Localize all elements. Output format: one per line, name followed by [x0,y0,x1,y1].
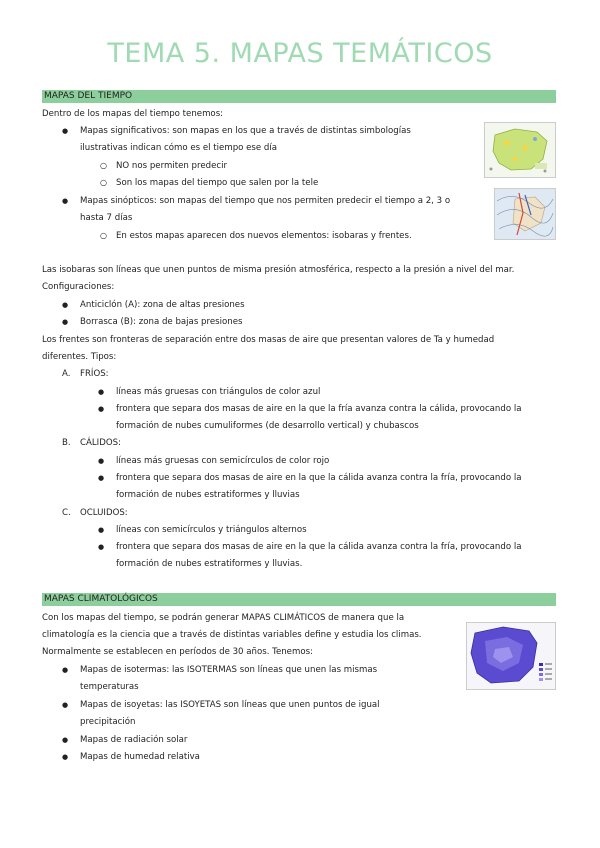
configurations-label: Configuraciones: [42,282,115,292]
list-item-continued: hasta 7 días [80,213,133,223]
list-item: ● Mapas sinópticos: son mapas del tiempo que nos permiten predecir el tiempo a 2, 3 o [80,195,450,207]
list-item: ● líneas más gruesas con semicírculos de color rojo [116,455,329,467]
climate-paragraph-continued: Normalmente se establecen en períodos de 30 años. Tenemos: [42,647,313,657]
occluded-fronts-label: OCLUIDOS: [80,508,128,518]
list-item: ● Mapas significativos: son mapas en los que a través de distintas simbologías [80,125,411,137]
list-item: ● frontera que separa dos masas de aire en la que la fría avanza contra la cálida, provocando la [116,403,521,415]
sub-list-item: ○ Son los mapas del tiempo que salen por la tele [116,177,318,189]
sub-list-item: ○ NO nos permiten predecir [116,160,227,172]
isobars-paragraph: Las isobaras son líneas que unen puntos de misma presión atmosférica, respecto a la presión a nivel del mar. [42,265,515,275]
list-item: ● Mapas de humedad relativa [80,751,200,763]
intro-text: Dentro de los mapas del tiempo tenemos: [42,109,224,119]
list-item-continued: temperaturas [80,682,139,692]
list-item: ● líneas con semicírculos y triángulos alternos [116,524,307,536]
list-item: ● Mapas de radiación solar [80,734,187,746]
list-item: ● frontera que separa dos masas de aire en la que la cálida avanza contra la fría, provocando la [116,472,521,484]
synoptic-weather-map-image [494,188,556,240]
list-item-continued: precipitación [80,717,136,727]
fronts-paragraph: Los frentes son fronteras de separación entre dos masas de aire que presentan valores de Ta y humedad [42,335,495,345]
climate-map-image [466,622,556,690]
list-item-continued: formación de nubes estratiformes y lluvias. [116,559,303,569]
warm-fronts-label: CÁLIDOS: [80,438,121,448]
list-item-continued: formación de nubes cumuliformes (de desarrollo vertical) y chubascos [116,421,419,431]
page-title: TEMA 5. MAPAS TEMÁTICOS [107,38,493,69]
list-marker-c: C. [62,508,71,518]
list-marker-a: A. [62,369,71,379]
sub-list-item: ○ En estos mapas aparecen dos nuevos elementos: isobaras y frentes. [116,230,412,242]
list-item-continued: formación de nubes estratiformes y lluvias [116,490,300,500]
list-marker-b: B. [62,438,71,448]
list-item: ● Borrasca (B): zona de bajas presiones [80,316,242,328]
climate-paragraph-continued: climatología es la ciencia que a través de distintas variables define y estudia los climas. [42,630,422,640]
cold-fronts-label: FRÍOS: [80,369,109,379]
list-item: ● Anticiclón (A): zona de altas presiones [80,299,245,311]
significant-weather-map-image [484,122,556,178]
list-item-continued: ilustrativas indican cómo es el tiempo ese día [80,143,278,153]
list-item: ● Mapas de isotermas: las ISOTERMAS son líneas que unen las mismas [80,664,377,676]
section-header-climate-maps: MAPAS CLIMATOLÓGICOS [42,593,556,606]
list-item: ● líneas más gruesas con triángulos de color azul [116,386,320,398]
climate-paragraph: Con los mapas del tiempo, se podrán generar MAPAS CLIMÁTICOS de manera que la [42,613,405,623]
list-item: ● frontera que separa dos masas de aire en la que la cálida avanza contra la fría, provocando la [116,541,521,553]
list-item: ● Mapas de isoyetas: las ISOYETAS son líneas que unen puntos de igual [80,699,380,711]
fronts-paragraph-continued: diferentes. Tipos: [42,352,117,362]
section-header-weather-maps: MAPAS DEL TIEMPO [42,90,556,103]
